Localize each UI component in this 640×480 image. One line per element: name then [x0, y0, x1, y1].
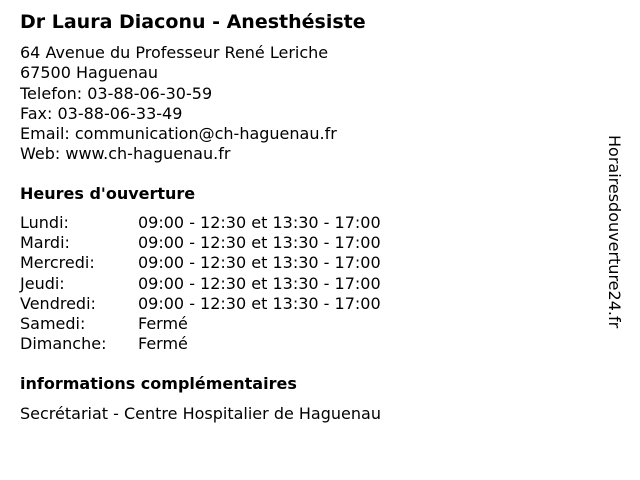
hours-day-label: Mardi:	[20, 233, 70, 253]
info-text: Secrétariat - Centre Hospitalier de Haguenau	[20, 404, 381, 423]
hours-value: Fermé	[138, 334, 188, 354]
web-line: Web: www.ch-haguenau.fr	[20, 144, 231, 164]
hours-row-sunday	[20, 334, 381, 354]
hours-row-monday	[20, 213, 381, 233]
hours-day-label: Samedi:	[20, 314, 86, 334]
hours-row-thursday	[20, 274, 381, 294]
hours-day-label: Vendredi:	[20, 293, 96, 313]
phone-line: Telefon: 03-88-06-30-59	[20, 83, 213, 103]
hours-heading: Heures d'ouverture	[20, 184, 196, 203]
address-line-city: 67500 Haguenau	[20, 63, 159, 83]
hours-table	[20, 213, 381, 354]
hours-value: 09:00 - 12:30 et 13:30 - 17:00	[138, 213, 381, 232]
hours-day-label: Mercredi:	[20, 253, 95, 273]
address-line-street: 64 Avenue du Professeur René Leriche	[20, 43, 329, 62]
email-line: Email: communication@ch-haguenau.fr	[20, 124, 337, 144]
site-watermark: Horairesdouverture24.fr	[605, 135, 624, 329]
hours-value: 09:00 - 12:30 et 13:30 - 17:00	[138, 253, 381, 273]
page-title: Dr Laura Diaconu - Anesthésiste	[20, 11, 366, 33]
hours-row-friday	[20, 294, 381, 314]
hours-value: 09:00 - 12:30 et 13:30 - 17:00	[138, 293, 381, 313]
hours-day-label: Dimanche:	[20, 334, 107, 354]
contact-block	[20, 43, 337, 165]
hours-value: 09:00 - 12:30 et 13:30 - 17:00	[138, 233, 381, 253]
info-heading: informations complémentaires	[20, 374, 297, 393]
hours-row-saturday	[20, 314, 381, 334]
hours-row-wednesday	[20, 253, 381, 273]
hours-value: Fermé	[138, 314, 188, 334]
hours-day-label: Lundi:	[20, 213, 69, 232]
hours-row-tuesday	[20, 233, 381, 253]
hours-day-label: Jeudi:	[20, 273, 65, 293]
hours-value: 09:00 - 12:30 et 13:30 - 17:00	[138, 273, 381, 293]
fax-line: Fax: 03-88-06-33-49	[20, 103, 183, 123]
